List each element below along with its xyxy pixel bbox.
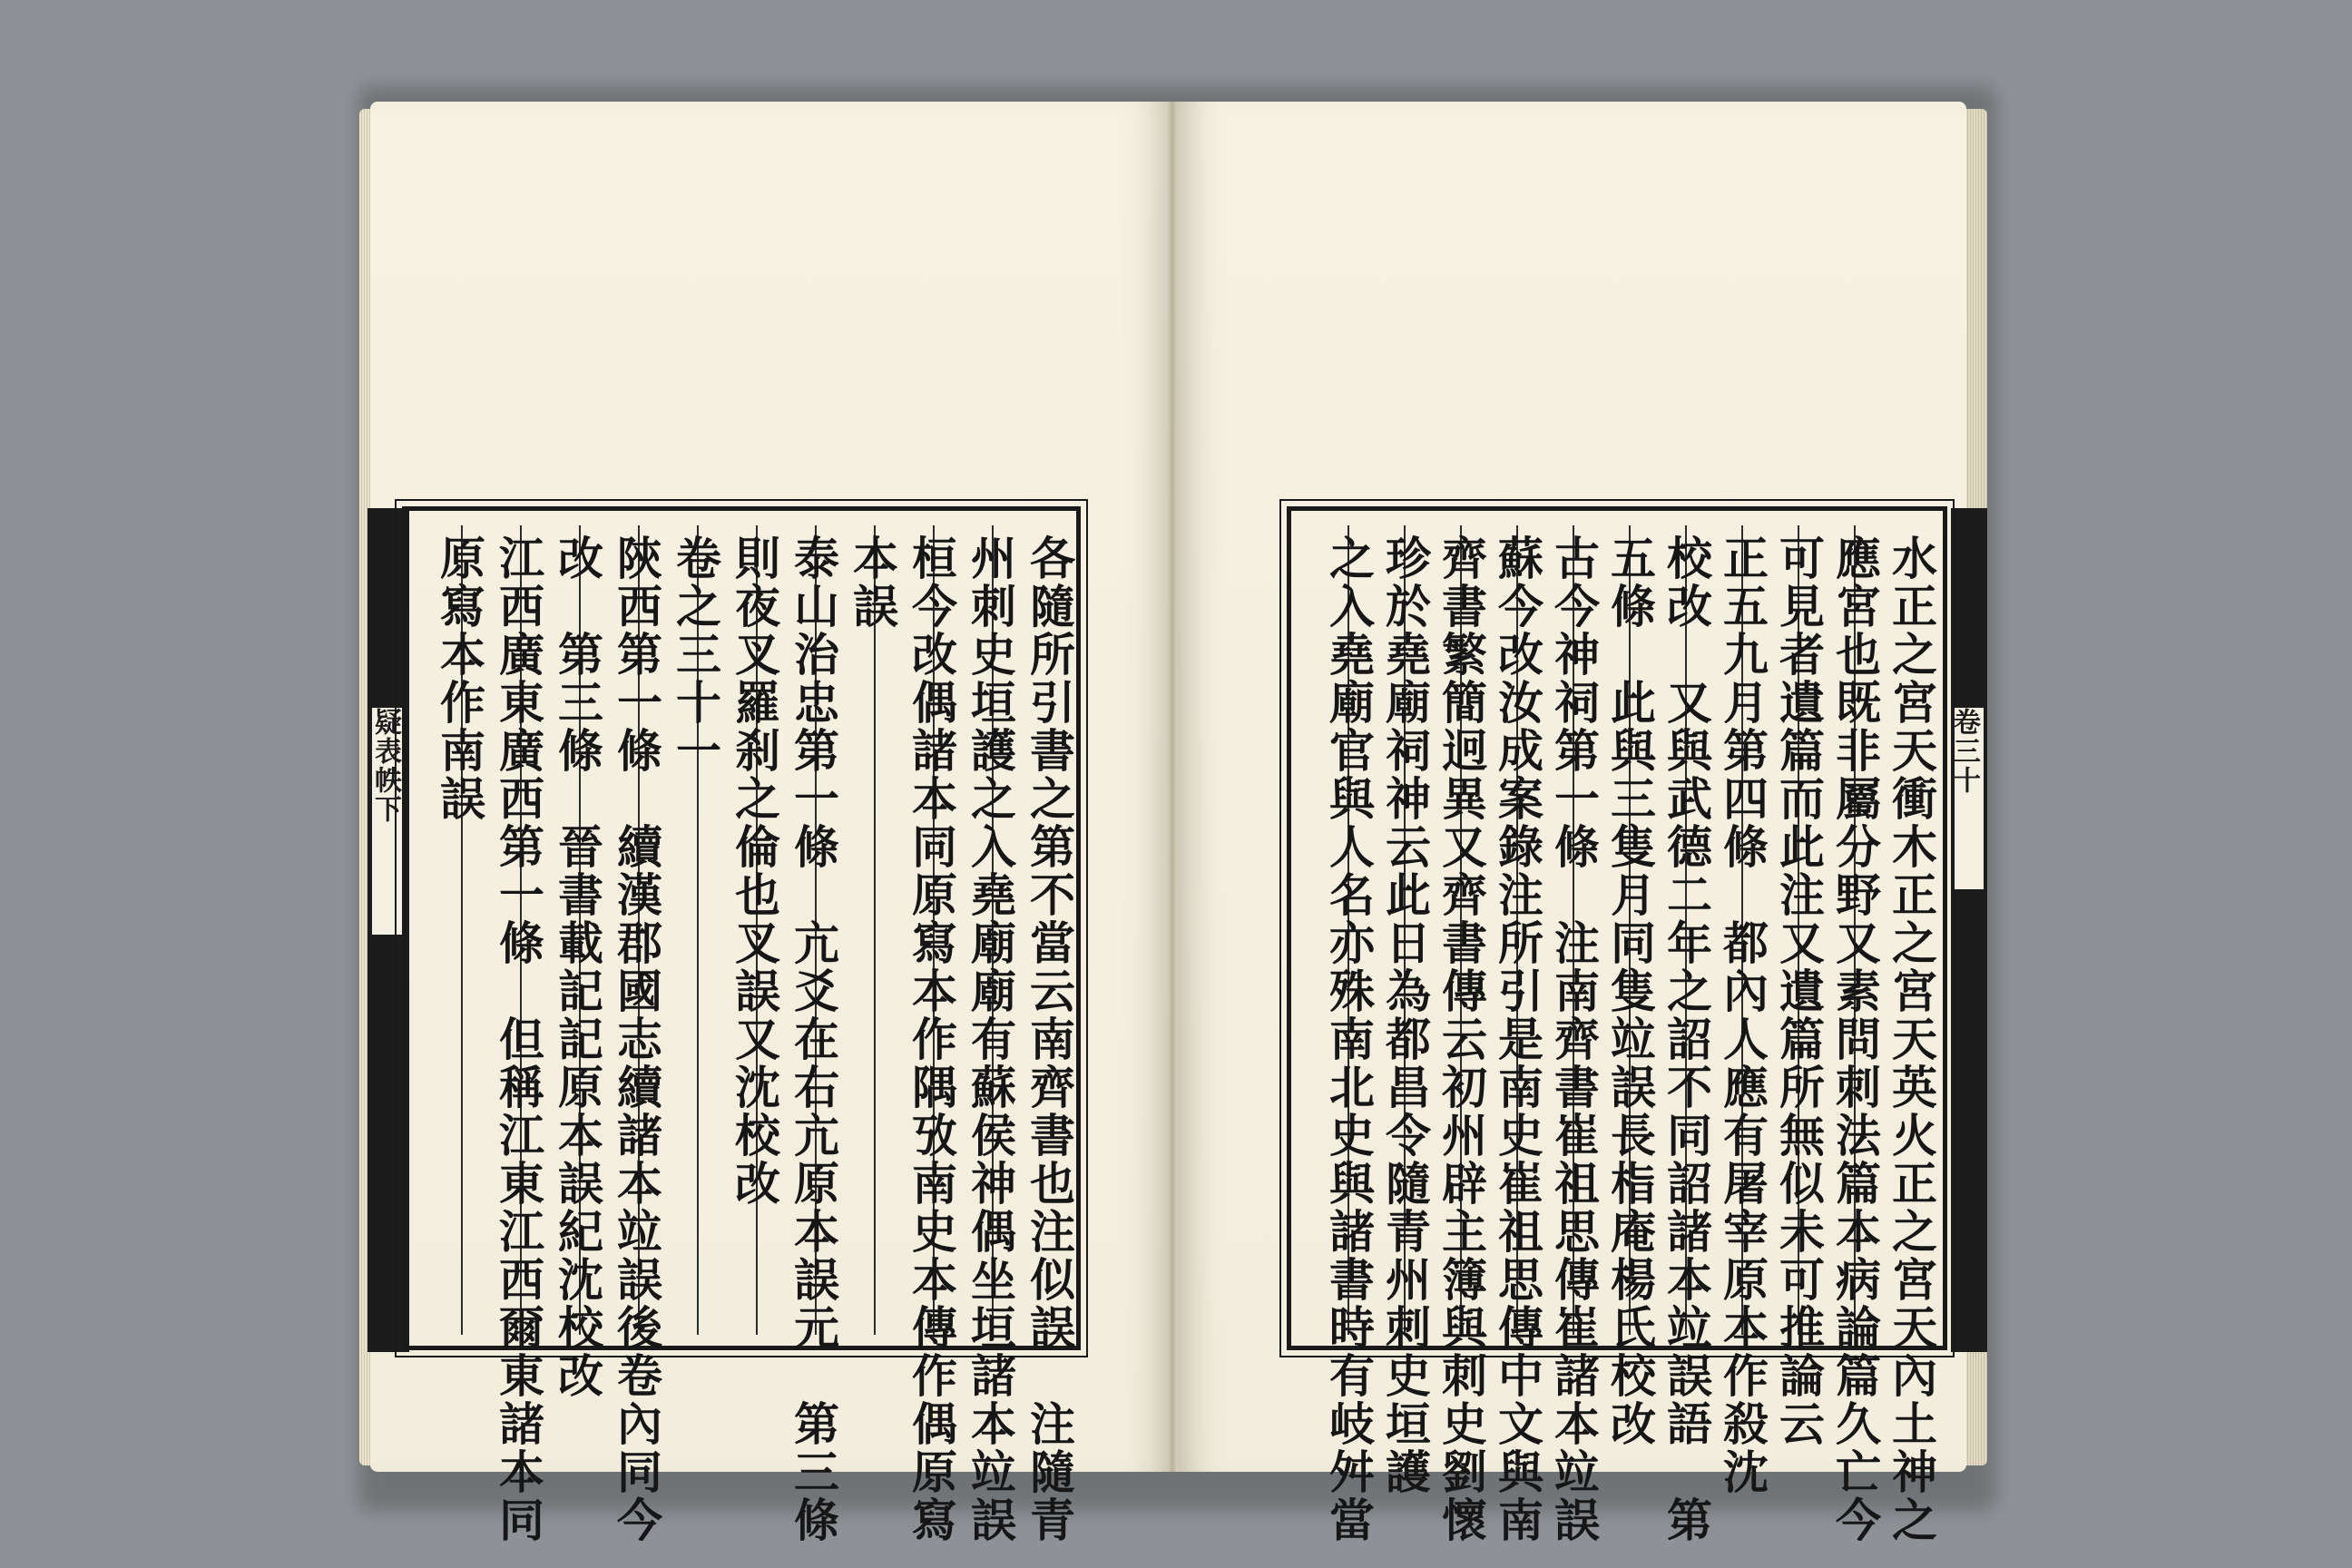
text-column: 蘇今改汝成案錄注所引是南史崔祖思傳中文與南 [1491,534,1544,1544]
text-column: 各隨所引書之第不當云南齊書也注似誤 注隨青 [1023,534,1076,1544]
text-column: 珍於堯廟祠神云此日為都昌令隨青州刺史垣護 [1378,534,1432,1496]
right-text-frame [1287,506,1947,1544]
left-spine-label: 疑表帙下 [372,708,405,935]
text-column: 泰山治忠第一條 亢爻在右亢原本誤元 第三條 [787,534,840,1544]
text-column: 改 第三條 晉書載記記原本誤紀沈校改 [551,534,604,1400]
text-column: 則夜叉羅刹之倫也叉誤又沈校改 [728,534,781,1208]
text-column: 江西廣東廣西第一條 但稱江東江西爾東諸本同 [492,534,545,1544]
text-column: 齊書繁簡迥異又齊書傳云初州辟主簿與刺史劉懷 [1435,534,1488,1544]
column-rule [874,525,876,1335]
text-column: 校改 又與武德二年之詔不同詔諸本竝誤語 第 [1660,534,1713,1544]
text-column: 應宮也既非屬分野又素問刺法篇本病論篇久亡今 [1828,534,1882,1544]
text-column: 原寫本作南誤 [433,534,486,823]
text-column: 卷之三十一 [669,534,722,775]
text-column: 陝西第一條 續漢郡國志續諸本竝誤後卷內同今 [610,534,663,1544]
text-column: 五條 此與三隻月同隻竝誤長栺庵楊氏校改 [1603,534,1657,1448]
right-spine-label: 卷三十 [1953,708,1984,889]
left-text-frame [402,506,1081,1544]
text-column: 古今神祠第一條 注南齊書崔祖思傳崔諸本竝誤 [1547,534,1601,1544]
text-column: 桓今改偶諸本同原寫本作隅攷南史本傳作偶原寫 [905,534,958,1544]
book-gutter [1167,102,1178,1472]
text-column: 水正之宮天衝木正之宮天英火正之宮天內土神之 [1885,534,1938,1544]
text-column: 正五九月第四條 都內人應有屠宰原本作殺沈 [1716,534,1769,1496]
text-column: 之入堯廟官與人名亦殊南北史與諸書時有岐舛當 [1322,534,1376,1544]
text-column: 本誤 [846,534,899,631]
right-spine-block [1951,508,1987,1352]
text-column: 可見者遺篇而此注又遺篇所無似未可推論云 [1772,534,1826,1448]
text-column: 州刺史垣護之入堯廟廟有蘇侯神偶坐垣諸本竝誤 [964,534,1017,1544]
